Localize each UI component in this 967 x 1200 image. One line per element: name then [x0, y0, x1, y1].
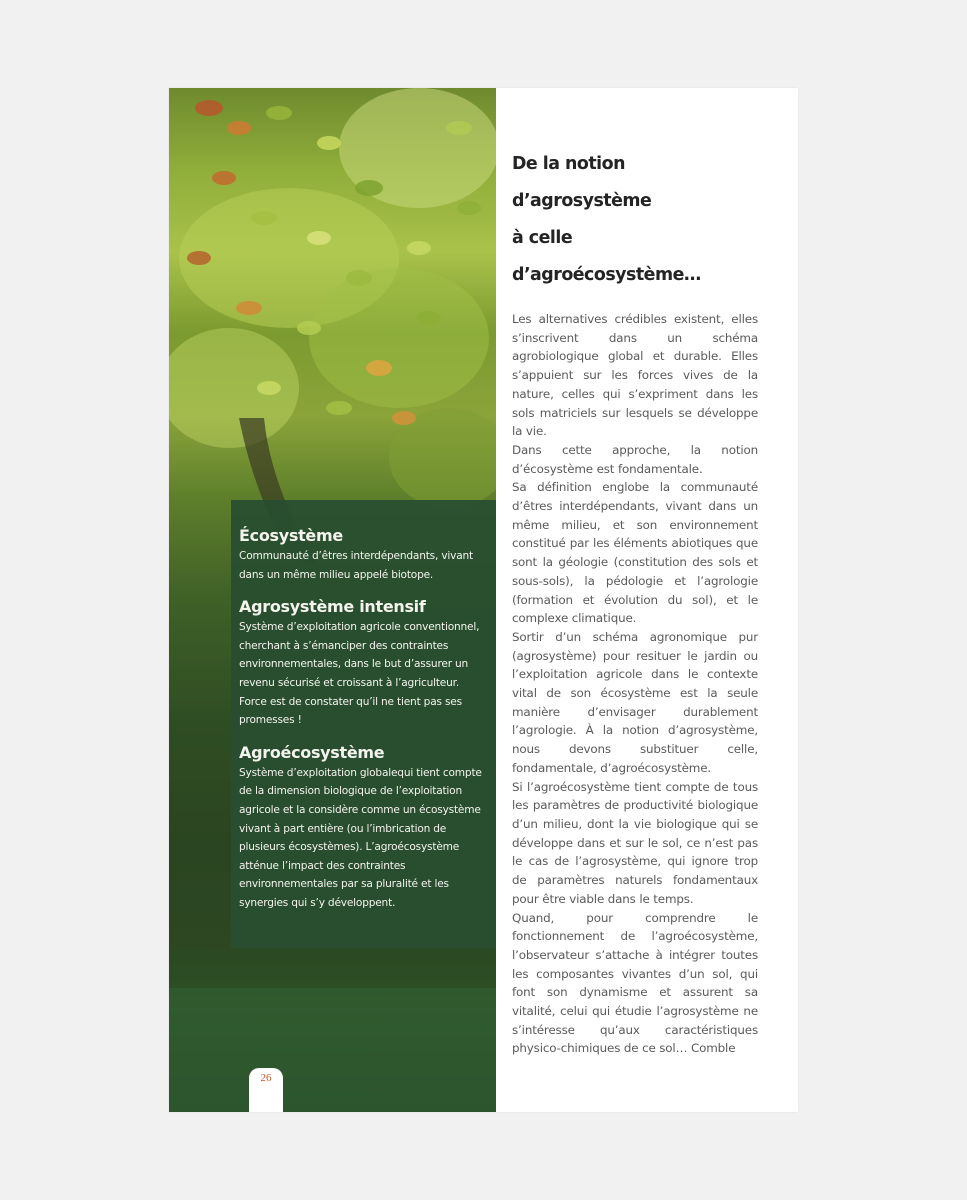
glossary-term-text: Système d’exploitation globalequi tient compte de la dimension biologique de l’exploitation agricole et la considère comme un écosystème vivant à part entière (ou l’imbrication de plusieurs écosystèmes). L’agroécosystème atténue l’impact des contraintes environnementales par sa pluralité et les synergies qui s’y développent.: [239, 766, 482, 909]
page-number: 26: [260, 1072, 272, 1084]
article-paragraph: Les alternatives crédibles existent, elles s’inscrivent dans un schéma agrobiologique global et durable. Elles s’appuient sur les forces vives de la nature, celles qui s’expriment dans les sols matriciels sur lesquels se développe la vie.: [512, 312, 758, 439]
article-heading: [512, 146, 758, 294]
book-page: [169, 88, 798, 1112]
glossary-term-title: Agrosystème intensif: [239, 597, 426, 617]
glossary-term-text: Communauté d’êtres interdépendants, vivant dans un même milieu appelé biotope.: [239, 550, 473, 581]
glossary-term: [239, 743, 482, 913]
article-paragraph: Sa définition englobe la communauté d’êtres interdépendants, vivant dans un même milieu, et son environnement constitué par les éléments abiotiques que sont la géologie (constitution des sols et sous-sols), la pédologie et l’agrologie (formation et évolution du sol), et le complexe climatique.: [512, 480, 758, 626]
glossary-term-title: Écosystème: [239, 526, 343, 545]
article-paragraph: Si l’agroécosystème tient compte de tous les paramètres de productivité biologique d’un milieu, dont la vie biologique qui se développe dans et sur le sol, ce n’est pas le cas de l’agrosystème, qui ignore trop de paramètres naturels fondamentaux pour être viable dans le temps.: [512, 779, 758, 906]
glossary-term: [239, 597, 482, 730]
article-paragraph: Quand, pour comprendre le fonctionnement de l’agroécosystème, l’observateur s’attache à intégrer toutes les composantes vivantes d’un sol, qui font son dynamisme et assurent sa vitalité, celui qui étudie l’agrosystème ne s’intéresse qu’aux caractéristiques physico-chimiques de ce sol… Comble: [512, 910, 758, 1056]
article-paragraph: Sortir d’un schéma agronomique pur (agrosystème) pour resituer le jardin ou l’exploitation agricole dans le contexte vital de son écosystème est la seule manière d’envisager durablement l’agrologie. À la notion d’agrosystème, nous devons substituer celle, fondamentale, d’agroécosystème.: [512, 629, 758, 775]
glossary-box: [231, 500, 496, 948]
glossary-term: [239, 526, 482, 584]
page-number-tab: [249, 1068, 283, 1112]
article-paragraph: Dans cette approche, la notion d’écosystème est fondamentale.: [512, 442, 758, 476]
article-column: [512, 146, 758, 1058]
glossary-term-title: Agroécosystème: [239, 742, 385, 762]
article-heading-line2: à celle d’agroécosystème…: [512, 228, 701, 285]
glossary-term-text: Système d’exploitation agricole conventionnel, cherchant à s’émanciper des contraintes environnementales, dans le but d’assurer un revenu sécurisé et croissant à l’agriculteur. Force est de constater qu’il ne tient pas ses promesses !: [239, 621, 480, 727]
article-heading-line1: De la notion d’agrosystème: [512, 154, 652, 211]
